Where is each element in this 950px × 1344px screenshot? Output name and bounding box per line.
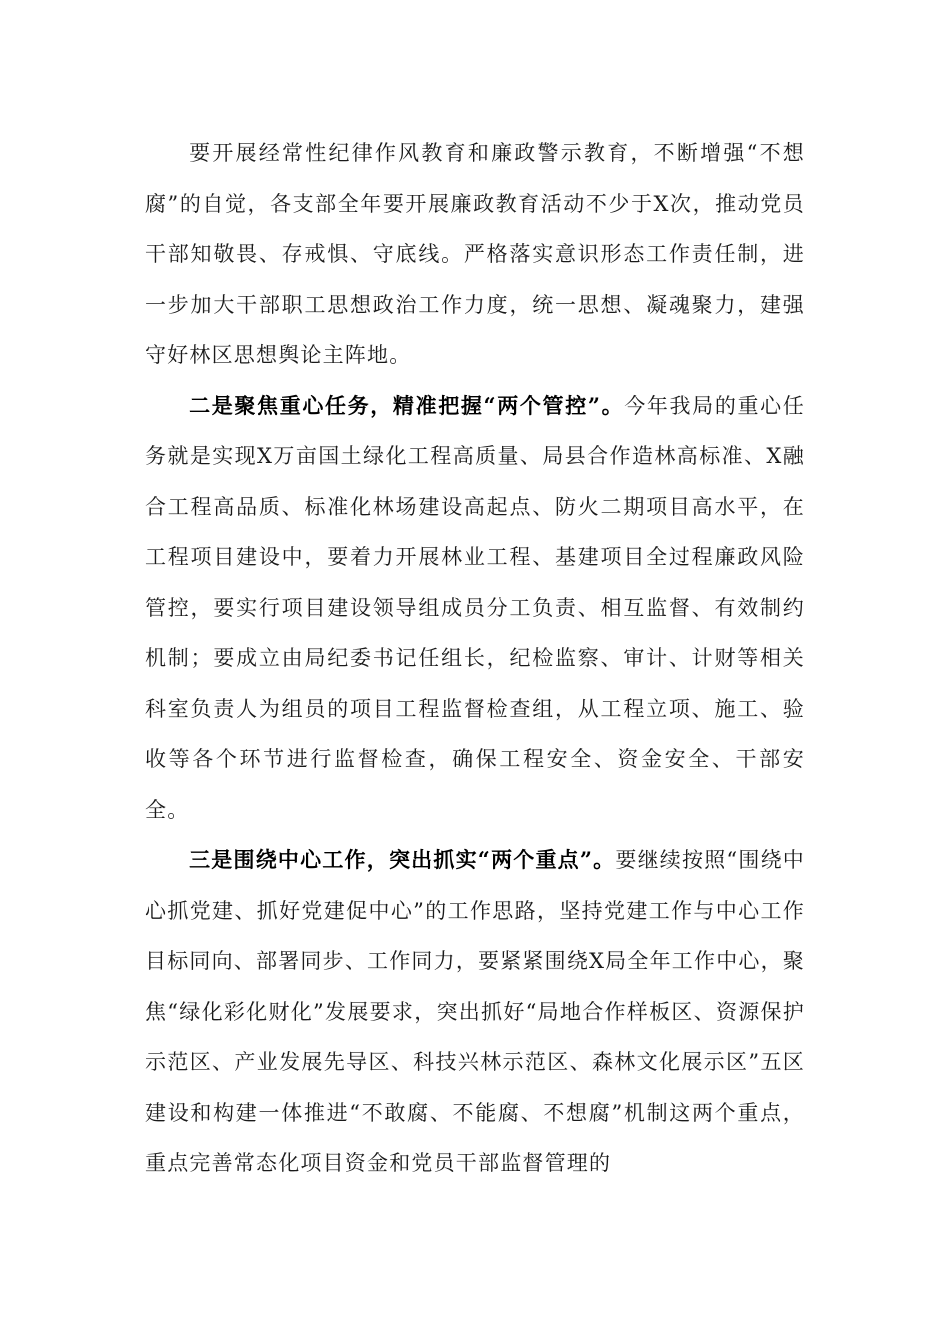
paragraph-text: 要开展经常性纪律作风教育和廉政警示教育，不断增强“不想腐”的自觉，各支部全年要开展廉政教育活动不少于X次，推动党员干部知敬畏、存戒惧、守底线。严格落实意识形态工作责任制，进一步加大干部职工思想政治工作力度，统一思想、凝魂聚力，建强守好林区思想舆论主阵地。: [145, 141, 805, 367]
document-body: [145, 128, 805, 1189]
paragraph-two-controls: [145, 381, 805, 836]
paragraph-lead: 二是聚焦重心任务，精准把握“两个管控”。: [189, 392, 625, 418]
paragraph-lead: 三是围绕中心工作，突出抓实“两个重点”。: [189, 847, 616, 872]
paragraph-two-focuses: [145, 835, 805, 1189]
paragraph-text: 要继续按照“围绕中心抓党建、抓好党建促中心”的工作思路，坚持党建工作与中心工作目标同向、部署同步、工作同力，要紧紧围绕X局全年工作中心，聚焦“绿化彩化财化”发展要求，突出抓好“局地合作样板区、资源保护示范区、产业发展先导区、科技兴林示范区、森林文化展示区”五区建设和构建一体推进“不敢腐、不能腐、不想腐”机制这两个重点，重点完善常态化项目资金和党员干部监督管理的: [145, 848, 805, 1175]
paragraph-discipline-education: [145, 128, 805, 381]
paragraph-text: 今年我局的重心任务就是实现X万亩国土绿化工程高质量、局县合作造林高标准、X融合工程高品质、标准化林场建设高起点、防火二期项目高水平，在工程项目建设中，要着力开展林业工程、基建项目全过程廉政风险管控，要实行项目建设领导组成员分工负责、相互监督、有效制约机制；要成立由局纪委书记任组长，纪检监察、审计、计财等相关科室负责人为组员的项目工程监督检查组，从工程立项、施工、验收等各个环节进行监督检查，确保工程安全、资金安全、干部安全。: [145, 393, 805, 822]
